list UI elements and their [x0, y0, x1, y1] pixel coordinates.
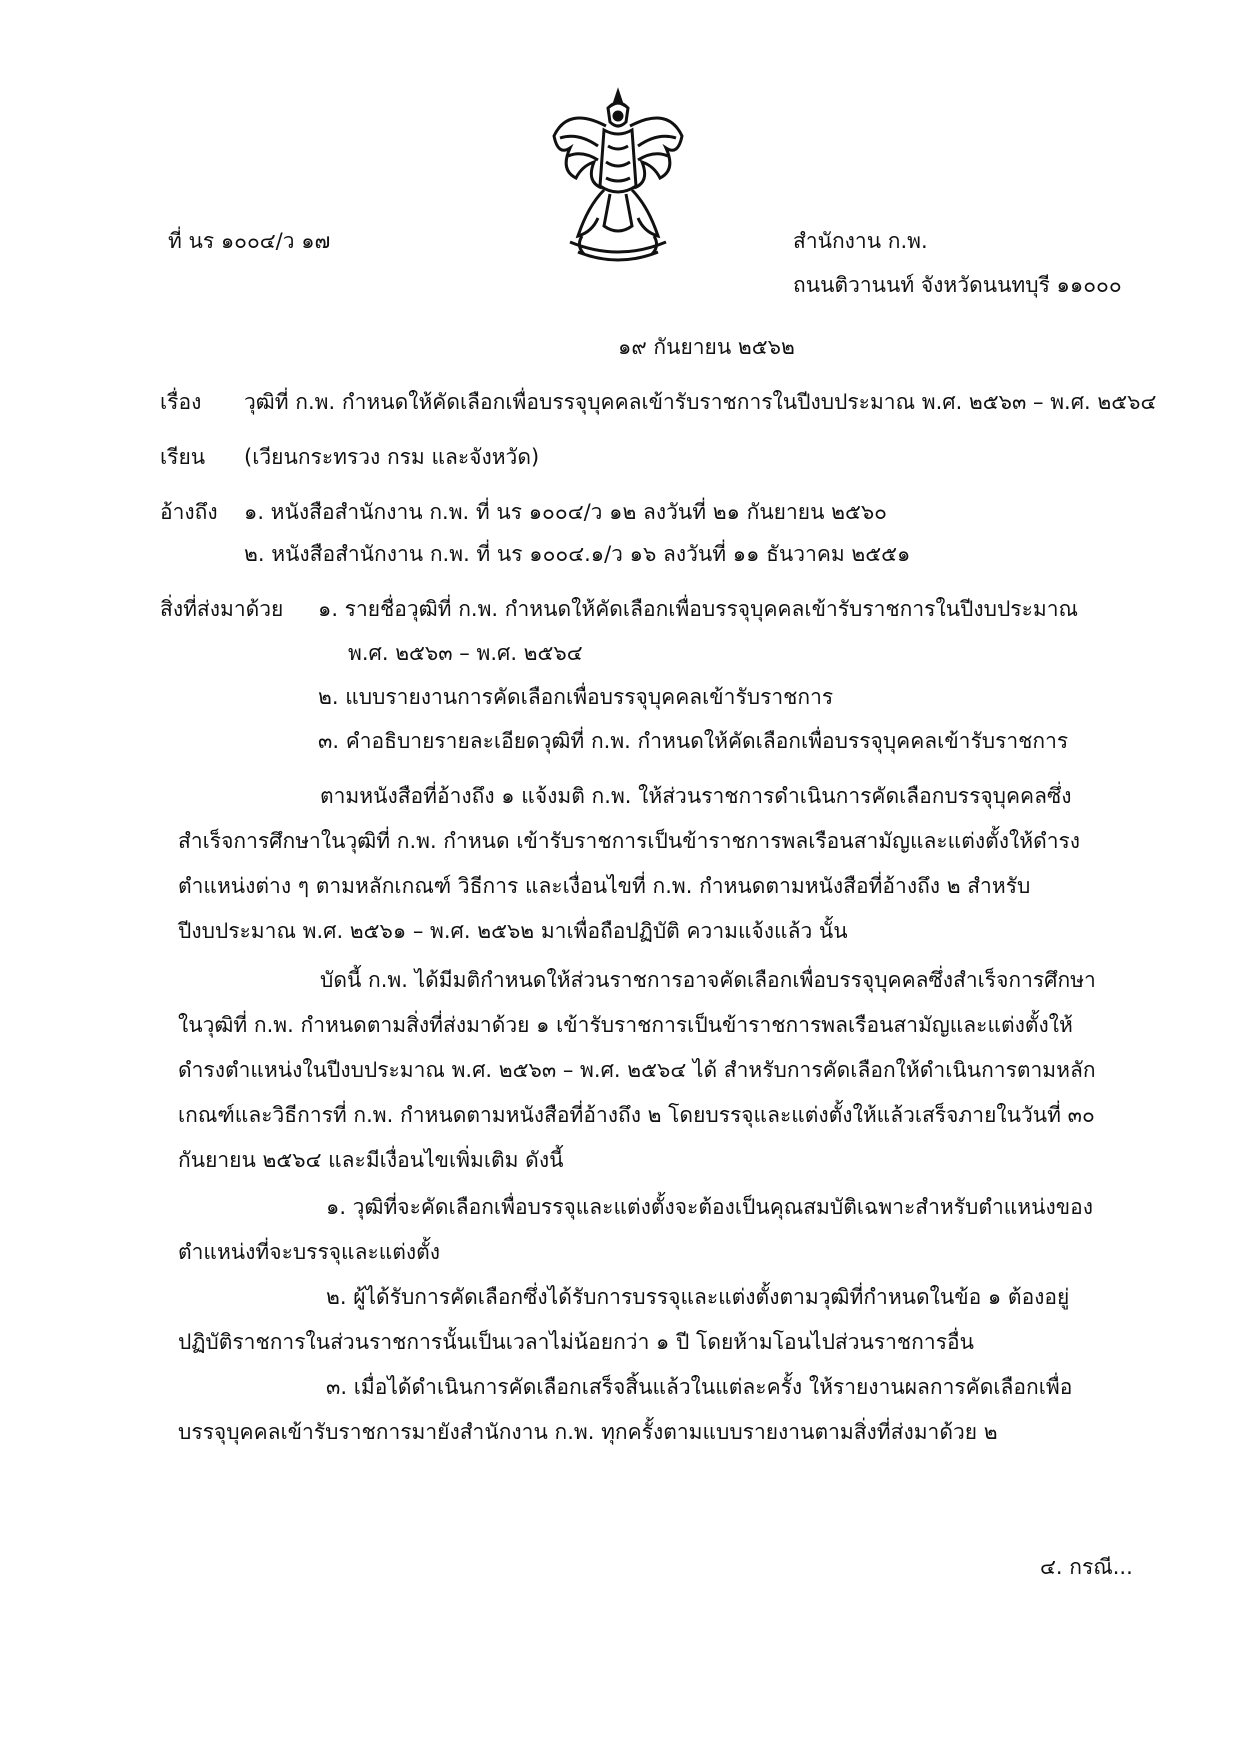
reference-item-2: ๒. หนังสือสำนักงาน ก.พ. ที่ นร ๑๐๐๔.๑/ว ๑๖ ลงวันที่ ๑๑ ธันวาคม ๒๕๕๑	[244, 542, 911, 566]
condition-3: ๓. เมื่อได้ดำเนินการคัดเลือกเสร็จสิ้นแล้วในแต่ละครั้ง ให้รายงานผลการคัดเลือกเพื่อบรรจุบุคคลเข้ารับราชการมายังสำนักงาน ก.พ. ทุกครั้งตามแบบรายงานตามสิ่งที่ส่งมาด้วย ๒	[178, 1375, 1073, 1444]
body-paragraph-1: ตามหนังสือที่อ้างถึง ๑ แจ้งมติ ก.พ. ให้ส่วนราชการดำเนินการคัดเลือกบรรจุบุคคลซึ่งสำเร็จการศึกษาในวุฒิที่ ก.พ. กำหนด เข้ารับราชการเป็นข้าราชการพลเรือนสามัญและแต่งตั้งให้ดำรงตำแหน่งต่าง ๆ ตามหลักเกณฑ์ วิธีการ และเงื่อนไขที่ ก.พ. กำหนดตามหนังสือที่อ้างถึง ๒ สำหรับปีงบประมาณ พ.ศ. ๒๕๖๑ – พ.ศ. ๒๕๖๒ มาเพื่อถือปฏิบัติ ความแจ้งแล้ว นั้น	[178, 784, 1081, 943]
letter-date: ๑๙ กันยายน ๒๕๖๒	[618, 335, 795, 359]
enclosure-item-3: ๓. คำอธิบายรายละเอียดวุฒิที่ ก.พ. กำหนดให้คัดเลือกเพื่อบรรจุบุคคลเข้ารับราชการ	[318, 729, 1069, 753]
to-text: (เวียนกระทรวง กรม และจังหวัด)	[244, 445, 540, 469]
enclosures-label: สิ่งที่ส่งมาด้วย	[160, 597, 284, 621]
to-label: เรียน	[160, 445, 206, 469]
body-paragraph-2: บัดนี้ ก.พ. ได้มีมติกำหนดให้ส่วนราชการอาจคัดเลือกเพื่อบรรจุบุคคลซึ่งสำเร็จการศึกษาในวุฒิที่ ก.พ. กำหนดตามสิ่งที่ส่งมาด้วย ๑ เข้ารับราชการเป็นข้าราชการพลเรือนสามัญและแต่งตั้งให้ดำรงตำแหน่งในปีงบประมาณ พ.ศ. ๒๕๖๓ – พ.ศ. ๒๕๖๔ ได้ สำหรับการคัดเลือกให้ดำเนินการตามหลักเกณฑ์และวิธีการที่ ก.พ. กำหนดตามหนังสือที่อ้างถึง ๒ โดยบรรจุและแต่งตั้งให้แล้วเสร็จภายในวันที่ ๓๐ กันยายน ๒๕๖๔ และมีเงื่อนไขเพิ่มเติม ดังนี้	[178, 968, 1096, 1172]
references-label: อ้างถึง	[160, 500, 218, 524]
condition-1: ๑. วุฒิที่จะคัดเลือกเพื่อบรรจุและแต่งตั้งจะต้องเป็นคุณสมบัติเฉพาะสำหรับตำแหน่งของตำแหน่งที่จะบรรจุและแต่งตั้ง	[178, 1195, 1093, 1264]
enclosure-item-2: ๒. แบบรายงานการคัดเลือกเพื่อบรรจุบุคคลเข้ารับราชการ	[318, 685, 834, 709]
enclosure-item-1-cont: พ.ศ. ๒๕๖๓ – พ.ศ. ๒๕๖๔	[348, 641, 583, 665]
reference-item-1: ๑. หนังสือสำนักงาน ก.พ. ที่ นร ๑๐๐๔/ว ๑๒ ลงวันที่ ๒๑ กันยายน ๒๕๖๐	[244, 500, 888, 524]
page-continuation: ๔. กรณี...	[1040, 1555, 1133, 1579]
subject-text: วุฒิที่ ก.พ. กำหนดให้คัดเลือกเพื่อบรรจุบุคคลเข้ารับราชการในปีงบประมาณ พ.ศ. ๒๕๖๓ – พ.ศ. ๒๕๖๔	[244, 390, 1157, 414]
enclosure-item-1: ๑. รายชื่อวุฒิที่ ก.พ. กำหนดให้คัดเลือกเพื่อบรรจุบุคคลเข้ารับราชการในปีงบประมาณ	[318, 597, 1078, 621]
subject-label: เรื่อง	[160, 390, 202, 414]
condition-2: ๒. ผู้ได้รับการคัดเลือกซึ่งได้รับการบรรจุและแต่งตั้งตามวุฒิที่กำหนดในข้อ ๑ ต้องอยู่ปฏิบัติราชการในส่วนราชการนั้นเป็นเวลาไม่น้อยกว่า ๑ ปี โดยห้ามโอนไปส่วนราชการอื่น	[178, 1285, 1070, 1354]
office-name: สำนักงาน ก.พ.	[793, 229, 928, 253]
reference-number: ที่ นร ๑๐๐๔/ว ๑๗	[168, 229, 331, 253]
office-address: ถนนติวานนท์ จังหวัดนนทบุรี ๑๑๐๐๐	[793, 273, 1122, 297]
garuda-emblem-icon	[548, 86, 688, 266]
